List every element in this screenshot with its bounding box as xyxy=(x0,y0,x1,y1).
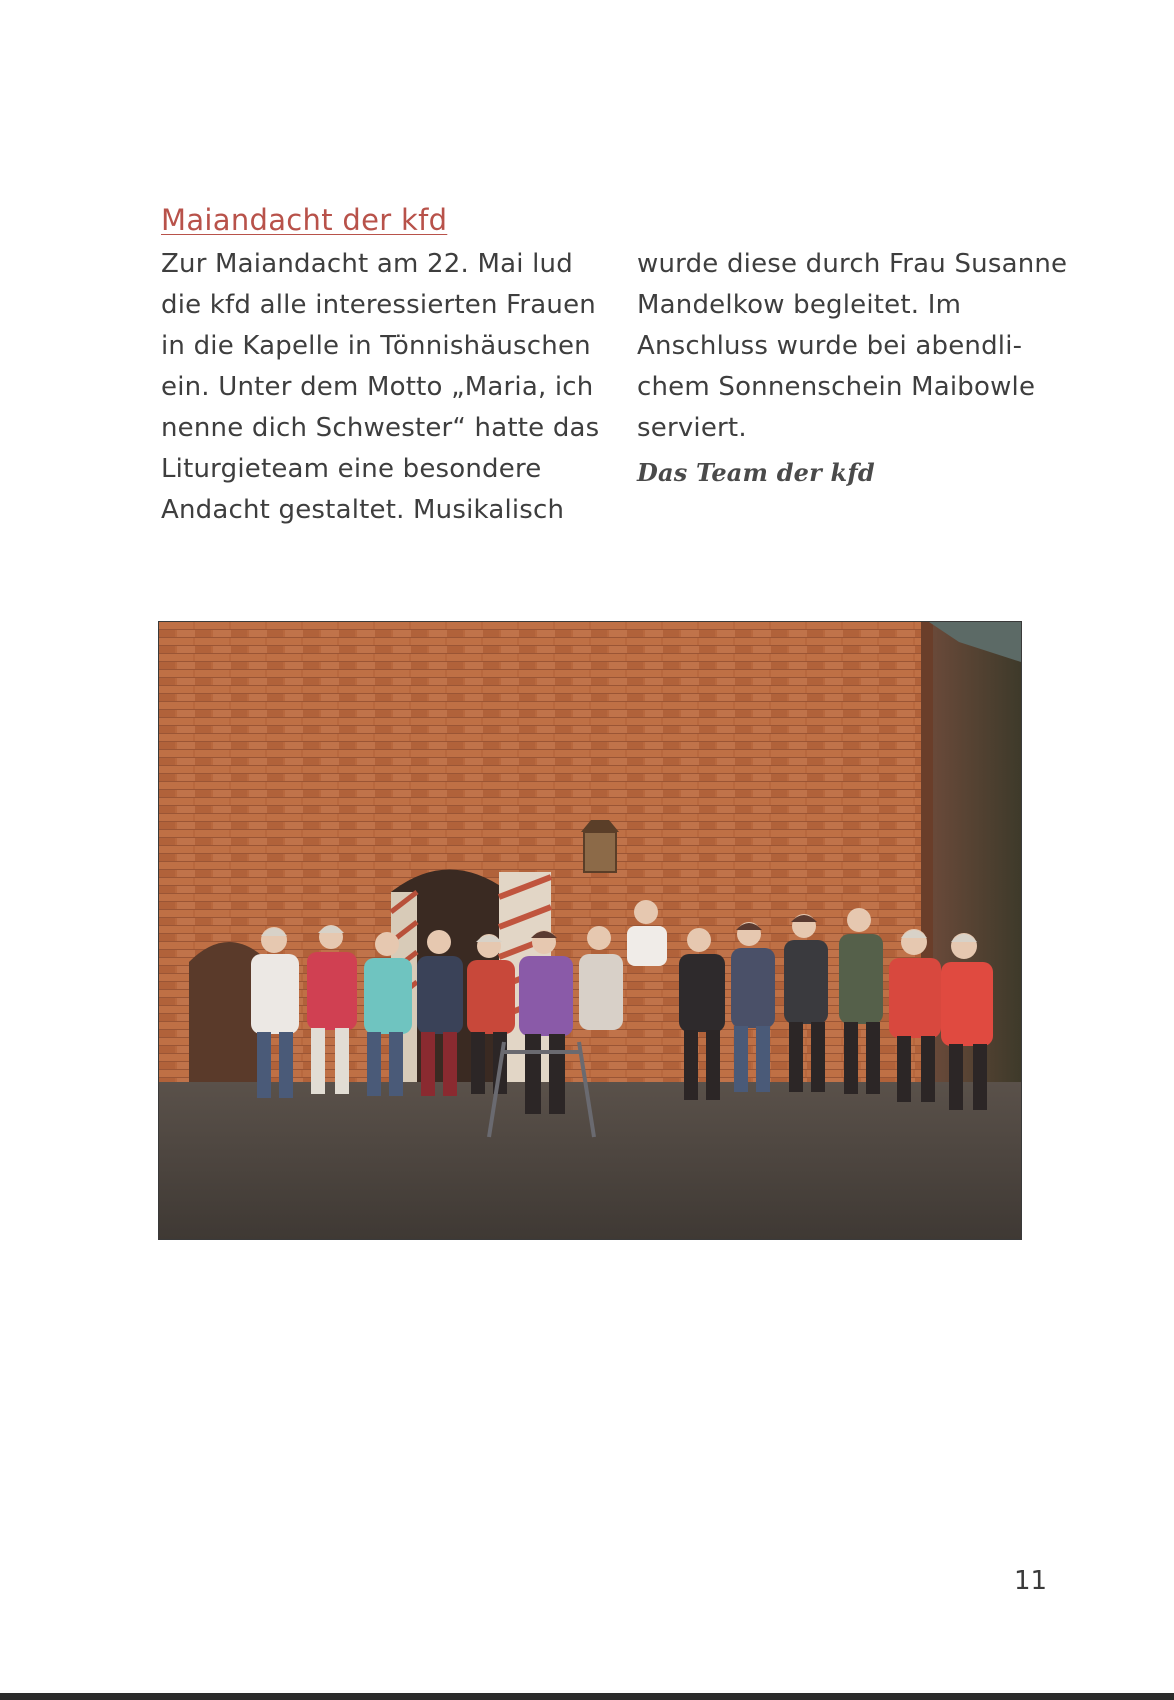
article-column-left xyxy=(161,244,601,531)
text-line: nenne dich Schwester“ hatte das xyxy=(161,413,600,443)
group-photo xyxy=(158,621,1022,1240)
text-line: in die Kapelle in Tönnishäuschen xyxy=(161,331,591,361)
article-column-right xyxy=(637,244,1077,449)
article-title: Maiandacht der kfd xyxy=(161,203,448,237)
text-line: chem Sonnenschein Maibowle xyxy=(637,372,1036,402)
page-number: 11 xyxy=(1014,1566,1048,1596)
text-line: Liturgieteam eine besondere xyxy=(161,454,542,484)
text-line: ein. Unter dem Motto „Maria, ich xyxy=(161,372,594,402)
text-line: Andacht gestaltet. Musikalisch xyxy=(161,495,565,525)
text-line: die kfd alle interessierten Frauen xyxy=(161,290,596,320)
group-photo-illustration xyxy=(159,622,1021,1239)
article-signature: Das Team der kfd xyxy=(637,458,875,487)
text-line: wurde diese durch Frau Susanne xyxy=(637,249,1068,279)
text-line: Mandelkow begleitet. Im xyxy=(637,290,962,320)
wall-lantern-icon xyxy=(581,820,619,872)
scan-edge xyxy=(0,1693,1174,1700)
text-line: Zur Maiandacht am 22. Mai lud xyxy=(161,249,573,279)
text-line: Anschluss wurde bei abendli- xyxy=(637,331,1023,361)
text-line: serviert. xyxy=(637,413,747,443)
